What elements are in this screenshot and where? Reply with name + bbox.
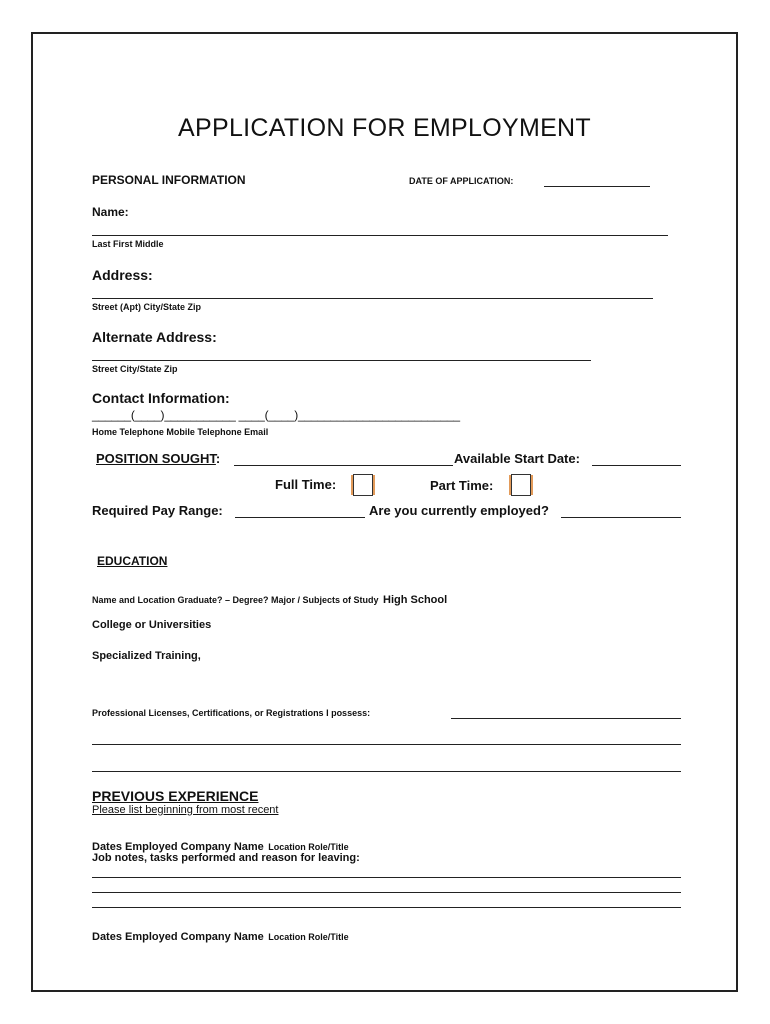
date-of-application-field[interactable] <box>544 186 650 187</box>
part-time-checkbox[interactable] <box>511 474 531 496</box>
alternate-address-label: Alternate Address: <box>92 329 217 345</box>
alternate-address-field[interactable] <box>92 360 591 361</box>
name-label: Name: <box>92 205 129 219</box>
education-heading: EDUCATION <box>97 554 168 568</box>
contact-phone-email-field[interactable]: ______(____)___________ ____(____)_________________________ <box>92 408 460 422</box>
name-sublabel: Last First Middle <box>92 239 164 249</box>
education-college: College or Universities <box>92 619 212 631</box>
previous-experience-subheading: Please list beginning from most recent <box>92 804 279 816</box>
application-form <box>31 32 738 992</box>
licenses-field[interactable] <box>451 718 681 719</box>
experience-notes-line-2[interactable] <box>92 892 681 893</box>
position-sought-heading <box>96 451 220 466</box>
address-field[interactable] <box>92 298 653 299</box>
required-pay-field[interactable] <box>235 517 365 518</box>
licenses-label: Professional Licenses, Certifications, or Registrations I possess: <box>92 708 371 718</box>
education-high-school: High School <box>383 594 448 606</box>
previous-experience-heading: PREVIOUS EXPERIENCE <box>92 788 259 804</box>
available-start-date-label: Available Start Date: <box>454 451 580 466</box>
form-title: APPLICATION FOR EMPLOYMENT <box>178 114 591 142</box>
personal-info-heading: PERSONAL INFORMATION <box>92 173 246 187</box>
name-field[interactable] <box>92 235 668 236</box>
education-columns <box>92 590 447 608</box>
experience-row-1-main: Dates Employed Company Name <box>92 841 264 853</box>
education-specialized-training: Specialized Training, <box>92 650 201 662</box>
contact-sublabel: Home Telephone Mobile Telephone Email <box>92 427 269 437</box>
full-time-label: Full Time: <box>275 477 337 492</box>
date-of-application-label: DATE OF APPLICATION: <box>409 176 514 186</box>
experience-row-2-main: Dates Employed Company Name <box>92 931 264 943</box>
licenses-line-3[interactable] <box>92 771 681 772</box>
position-sought-colon: : <box>215 451 221 466</box>
currently-employed-field[interactable] <box>561 517 681 518</box>
experience-row-2-header <box>92 927 349 945</box>
available-start-date-field[interactable] <box>592 465 681 466</box>
experience-notes-line-1[interactable] <box>92 877 681 878</box>
experience-notes-line-3[interactable] <box>92 907 681 908</box>
full-time-checkbox[interactable] <box>353 474 373 496</box>
currently-employed-label: Are you currently employed? <box>369 503 549 518</box>
contact-info-label: Contact Information: <box>92 390 230 406</box>
alternate-address-sublabel: Street City/State Zip <box>92 364 178 374</box>
experience-row-2-small: Location Role/Title <box>268 932 349 942</box>
education-columns-small: Name and Location Graduate? – Degree? Major / Subjects of Study <box>92 595 379 605</box>
position-sought-field[interactable] <box>234 465 453 466</box>
position-sought-title: POSITION SOUGHT <box>96 451 216 466</box>
required-pay-label: Required Pay Range: <box>92 503 223 518</box>
address-sublabel: Street (Apt) City/State Zip <box>92 302 202 312</box>
experience-job-notes-label: Job notes, tasks performed and reason for leaving: <box>92 852 360 864</box>
part-time-label: Part Time: <box>430 478 494 493</box>
licenses-line-2[interactable] <box>92 744 681 745</box>
address-label: Address: <box>92 267 153 283</box>
experience-row-1-small: Location Role/Title <box>268 842 349 852</box>
